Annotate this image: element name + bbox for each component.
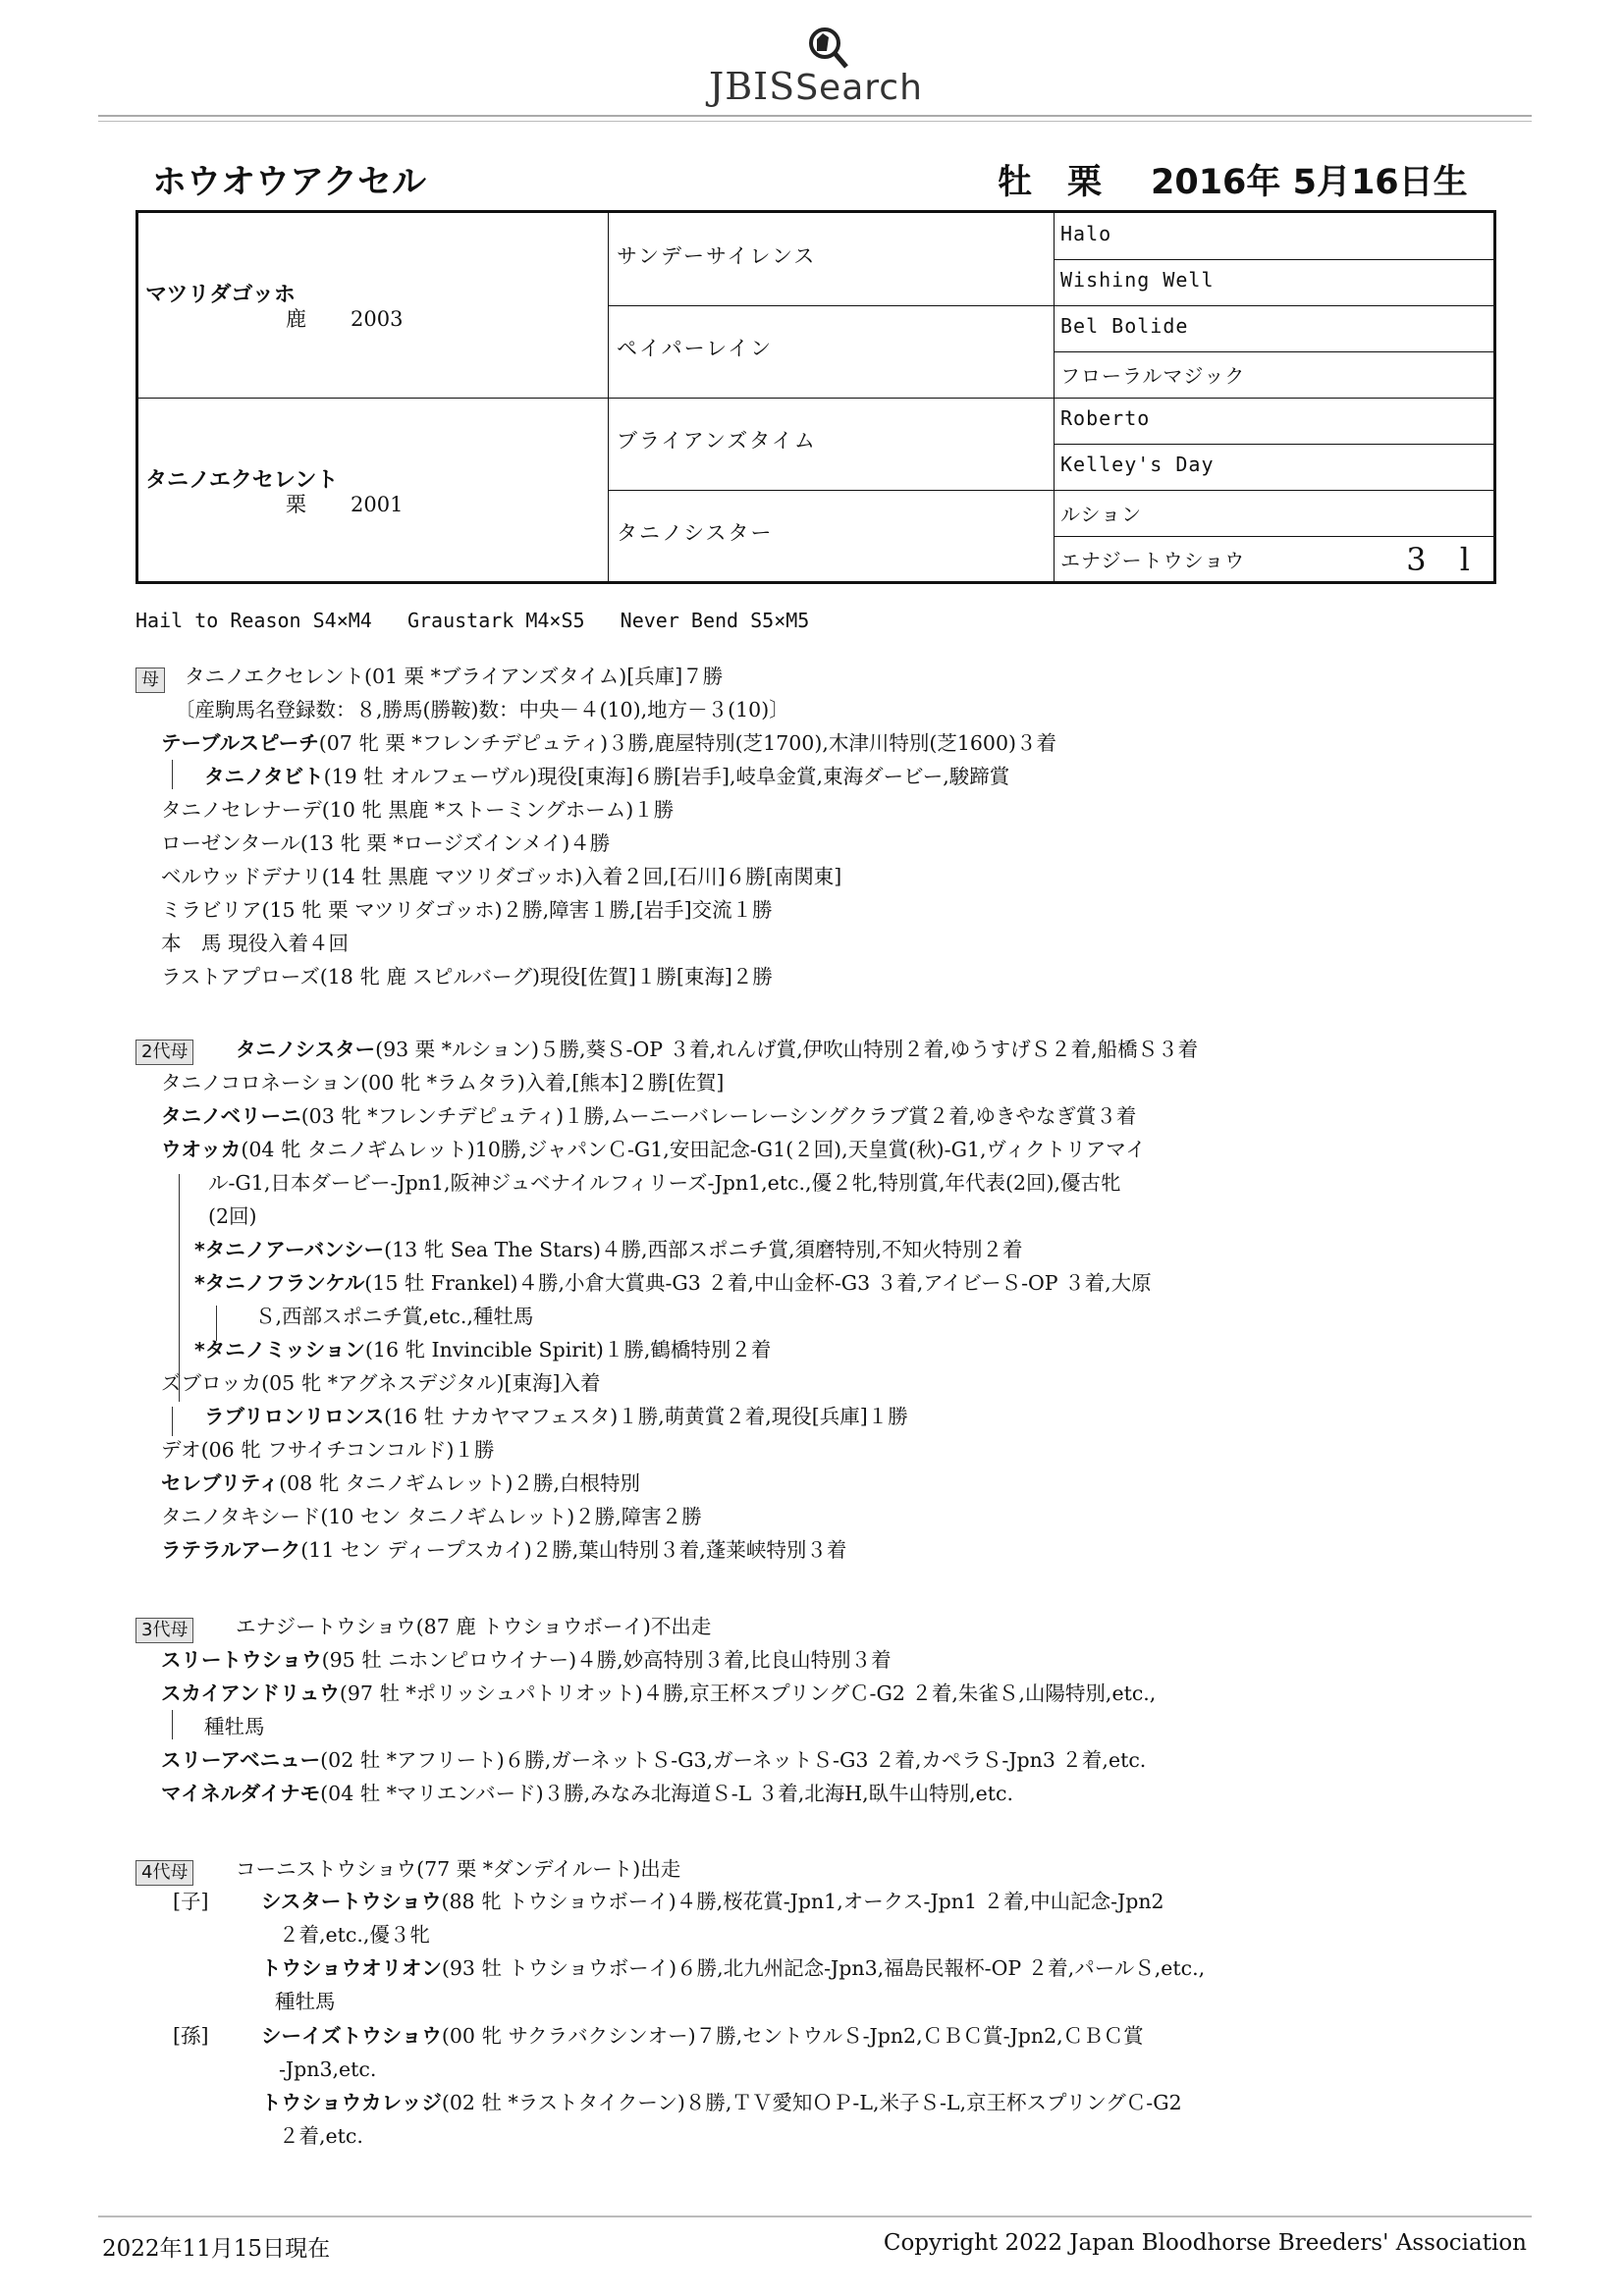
- logo-text-jbis: JBIS: [709, 65, 796, 108]
- family-line: [161, 1643, 892, 1677]
- family-line: [161, 927, 349, 960]
- gen2-name: サンデーサイレンス: [617, 244, 817, 268]
- dam-cell: [138, 398, 608, 582]
- family-line: [161, 860, 841, 893]
- family-line-text: エナジートウショウ(87 鹿 トウショウボーイ)不出走: [236, 1615, 712, 1638]
- family-line: [161, 893, 773, 927]
- family-line-text: 本 馬 現役入着４回: [161, 932, 350, 955]
- family-line-text: タニノセレナーデ(10 牝 黒鹿 *ストーミングホーム)１勝: [161, 798, 675, 822]
- family-line: [161, 1743, 1146, 1777]
- family-line: [194, 1233, 1023, 1266]
- horse-name-bold: テーブルスピーチ: [161, 731, 319, 755]
- horse-sex-color: 牡 栗: [998, 163, 1114, 202]
- family-line: [236, 1852, 680, 1886]
- section-tag-dam: 母: [135, 667, 165, 693]
- family-line-text: (04 牡 *マリエンバード)３勝,みなみ北海道Ｓ-L ３着,北海H,臥牛山特別,etc.: [320, 1782, 1014, 1805]
- jbis-logo: [709, 22, 954, 112]
- family-line: [194, 1266, 1152, 1300]
- family-line-text: (15 牡 Frankel)４勝,小倉大賞典-G3 ２着,中山金杯-G3 ３着,アイビーＳ-OP ３着,大原: [364, 1271, 1152, 1295]
- family-line: [161, 1366, 601, 1400]
- family-line-text: (16 牝 Invincible Spirit)１勝,鶴橋特別２着: [364, 1338, 772, 1362]
- family-line: [279, 2053, 376, 2086]
- family-line-text: 種牡馬: [275, 1990, 336, 2013]
- horse-name-bold: ラテラルアーク: [161, 1538, 301, 1562]
- gen3-cell: [1055, 351, 1493, 399]
- family-line-text: ミラビリア(15 牝 栗 マツリダゴッホ)２勝,障害１勝,[岩手]交流１勝: [161, 898, 773, 922]
- family-line-text: (13 牝 Sea The Stars)４勝,西部スポニチ賞,須磨特別,不知火特別２着: [384, 1238, 1023, 1261]
- family-line-text: (19 牡 オルフェーヴル)現役[東海]６勝[岩手],岐阜金賞,東海ダービー,駿蹄賞: [323, 765, 1010, 788]
- horse-name-bold: ウオッカ: [161, 1138, 242, 1161]
- family-line: [236, 1033, 1198, 1066]
- family-line: [275, 1985, 336, 2018]
- gen3-cell: [1055, 490, 1493, 537]
- tree-bar: [179, 1174, 180, 1402]
- dam-name: タニノエクセレント: [145, 468, 339, 493]
- family-line-text: タニノコロネーション(00 牝 *ラムタラ)入着,[熊本]２勝[佐賀]: [161, 1071, 725, 1095]
- family-line-text: -Jpn3,etc.: [279, 2057, 377, 2081]
- horse-name-bold: スカイアンドリュウ: [161, 1682, 340, 1705]
- header-rule: [98, 115, 1532, 117]
- family-line-text: (88 牝 トウショウボーイ)４勝,桜花賞-Jpn1,オークス-Jpn1 ２着,中山記念-Jpn2: [441, 1890, 1164, 1913]
- family-line: [161, 1099, 1136, 1133]
- family-line-text: ２着,etc.,優３牝: [279, 1923, 430, 1947]
- family-line-text: (2回): [208, 1204, 257, 1228]
- gen3-name: Bel Bolide: [1060, 314, 1189, 338]
- footer-rule: [98, 2216, 1532, 2217]
- sire-year: 2003: [351, 307, 404, 331]
- family-line: [255, 1300, 533, 1333]
- label-grandchild: [孫]: [173, 2024, 209, 2048]
- horse-name-bold: *タニノアーバンシー: [194, 1238, 385, 1261]
- section-tag-3rd-dam: 3代母: [135, 1618, 193, 1643]
- family-line: [161, 1133, 1146, 1166]
- family-number: 3 l: [1406, 541, 1482, 578]
- sire-cell: [138, 213, 608, 398]
- family-line: [279, 2119, 363, 2153]
- family-line-text: (04 牝 タニノギムレット)10勝,ジャパンＣ-G1,安田記念-G1(２回),天皇賞(秋)-G1,ヴィクトリアマイ: [241, 1138, 1146, 1161]
- family-line: [208, 1200, 257, 1233]
- horse-name-bold: タニノタビト: [204, 765, 324, 788]
- family-line-text: (95 牡 ニホンピロウイナー)４勝,妙高特別３着,比良山特別３着: [321, 1648, 892, 1672]
- family-line-text: 〔産駒馬名登録数：８,勝馬(勝鞍)数：中央－４(10),地方－３(10)〕: [175, 698, 789, 721]
- family-line-text: (03 牝 *フレンチデピュティ)１勝,ムーニーバレーレーシングクラブ賞２着,ゆきやなぎ賞３着: [300, 1104, 1137, 1128]
- horse-name-bold: マイネルダイナモ: [161, 1782, 321, 1805]
- sire-name: マツリダゴッホ: [145, 283, 296, 307]
- family-line-text: ローゼンタール(13 牝 栗 *ロージズインメイ)４勝: [161, 831, 611, 855]
- gen3-name: フローラルマジック: [1060, 364, 1246, 388]
- family-line: [261, 2086, 1182, 2119]
- tree-bar: [172, 1710, 173, 1739]
- label-child: [子]: [173, 1890, 209, 1913]
- family-line-text: (07 牝 栗 *フレンチデピュティ)３勝,鹿屋特別(芝1700),木津川特別(芝1600)３着: [318, 731, 1057, 755]
- horse-name-bold: トウショウカレッジ: [261, 2091, 442, 2114]
- tree-bar: [172, 760, 173, 789]
- family-line: [204, 1710, 265, 1743]
- family-line-text: デオ(06 牝 フサイチコンコルド)１勝: [161, 1438, 495, 1462]
- sire-color: 鹿: [286, 307, 306, 331]
- horse-name-bold: タニノベリーニ: [161, 1104, 301, 1128]
- family-line-text: (02 牡 *アフリート)６勝,ガーネットＳ-G3,ガーネットＳ-G3 ２着,カペラＳ-Jpn3 ２着,etc.: [320, 1748, 1147, 1772]
- horse-name-bold: *タニノフランケル: [194, 1271, 365, 1295]
- horse-name-bold: スリーアベニュー: [161, 1748, 321, 1772]
- family-line: [161, 1677, 1156, 1710]
- family-line: [161, 1066, 724, 1099]
- family-line: [161, 827, 610, 860]
- pedigree-parents: [138, 213, 609, 581]
- family-line: [208, 1166, 1121, 1200]
- horse-magnifier-icon: [787, 22, 856, 71]
- family-line-text: ル-G1,日本ダービー-Jpn1,阪神ジュベナイルフィリーズ-Jpn1,etc.,優２牝,特別賞,年代表(2回),優古牝: [208, 1171, 1121, 1195]
- horse-name-bold: セレブリティ: [161, 1471, 280, 1495]
- gen3-cell: [1055, 213, 1493, 260]
- family-line: [175, 693, 789, 726]
- family-line: [261, 1885, 1164, 1918]
- gen3-name: Roberto: [1060, 406, 1151, 430]
- family-line-text: Ｓ,西部スポニチ賞,etc.,種牡馬: [255, 1305, 534, 1328]
- family-line-text: (93 栗 *ルション)５勝,葵Ｓ-OP ３着,れんげ賞,伊吹山特別２着,ゆうすげＳ２着,船橋Ｓ３着: [375, 1038, 1199, 1061]
- family-line-text: (11 セン ディープスカイ)２勝,葉山特別３着,蓬莱峡特別３着: [300, 1538, 847, 1562]
- gen2-name: ペイパーレイン: [617, 337, 774, 360]
- inbreeding-note: Hail to Reason S4×M4 Graustark M4×S5 Never Bend S5×M5: [135, 609, 810, 632]
- family-line: [204, 1400, 908, 1433]
- header-rule-thin: [98, 121, 1532, 122]
- gen3-cell: [1055, 536, 1493, 581]
- gen3-name: エナジートウショウ: [1060, 549, 1246, 572]
- gen3-cell: [1055, 259, 1493, 306]
- pedigree-table: [135, 210, 1496, 584]
- family-line: [161, 960, 773, 993]
- horse-name-bold: シーイズトウショウ: [261, 2024, 442, 2048]
- horse-name-bold: シスタートウショウ: [261, 1890, 442, 1913]
- horse-name: ホウオウアクセル: [152, 163, 426, 202]
- horse-name-bold: タニノシスター: [236, 1038, 376, 1061]
- gen3-name: Kelley's Day: [1060, 453, 1215, 476]
- family-line-text: ベルウッドデナリ(14 牡 黒鹿 マツリダゴッホ)入着２回,[石川]６勝[南関東]: [161, 865, 842, 888]
- family-line-text: (16 牡 ナカヤマフェスタ)１勝,萌黄賞２着,現役[兵庫]１勝: [384, 1405, 908, 1428]
- gen2-cell: [609, 490, 1054, 581]
- footer-copyright: Copyright 2022 Japan Bloodhorse Breeders' Association: [883, 2230, 1527, 2256]
- family-line: [161, 1433, 494, 1467]
- family-line: [161, 793, 674, 827]
- family-line-text: ズブロッカ(05 牝 *アグネスデジタル)[東海]入着: [161, 1371, 601, 1395]
- family-line-text: ラストアプローズ(18 牝 鹿 スピルバーグ)現役[佐賀]１勝[東海]２勝: [161, 965, 773, 988]
- family-line: [161, 1467, 640, 1500]
- family-line: [194, 1333, 771, 1366]
- family-line: [161, 726, 1056, 760]
- gen2-name: ブライアンズタイム: [617, 429, 817, 453]
- horse-name-bold: スリートウショウ: [161, 1648, 322, 1672]
- gen3-cell: [1055, 305, 1493, 352]
- gen2-cell: [609, 398, 1054, 491]
- family-line: [236, 1610, 711, 1643]
- family-line: [161, 1777, 1013, 1810]
- family-line: [279, 1918, 430, 1951]
- horse-birthdate: 2016年 5月16日生: [1151, 163, 1468, 202]
- section-tag-2nd-dam: 2代母: [135, 1040, 193, 1065]
- tree-bar: [172, 1407, 173, 1436]
- family-line: [261, 2019, 1144, 2053]
- dam-color: 栗: [286, 493, 306, 516]
- pedigree-gen3: [1055, 213, 1493, 581]
- family-line-text: (00 牝 サクラバクシンオー)７勝,セントウルＳ-Jpn2,ＣＢＣ賞-Jpn2,ＣＢＣ賞: [441, 2024, 1144, 2048]
- family-line-text: (08 牝 タニノギムレット)２勝,白根特別: [279, 1471, 641, 1495]
- section-tag-4th-dam: 4代母: [135, 1860, 193, 1886]
- gen3-name: Wishing Well: [1060, 268, 1215, 292]
- gen3-name: ルション: [1060, 503, 1143, 526]
- horse-name-bold: トウショウオリオン: [261, 1956, 442, 1980]
- family-line: [185, 660, 723, 693]
- logo-text-search: Search: [795, 68, 923, 108]
- family-line: [161, 1500, 702, 1533]
- footer-date: 2022年11月15日現在: [102, 2236, 331, 2262]
- gen3-name: Halo: [1060, 222, 1112, 245]
- family-line-text: (97 牡 *ポリッシュパトリオット)４勝,京王杯スプリングＣ-G2 ２着,朱雀Ｓ,山陽特別,etc.,: [339, 1682, 1157, 1705]
- gen3-cell: [1055, 444, 1493, 491]
- family-line-text: (02 牡 *ラストタイクーン)８勝,ＴＶ愛知ＯＰ-L,米子Ｓ-L,京王杯スプリングＣ-G2: [441, 2091, 1182, 2114]
- family-line-text: ２着,etc.: [279, 2124, 363, 2148]
- gen2-cell: [609, 213, 1054, 306]
- pedigree-gen2: [609, 213, 1055, 581]
- family-line-text: タニノタキシード(10 セン タニノギムレット)２勝,障害２勝: [161, 1505, 702, 1528]
- family-line-text: 種牡馬: [204, 1715, 265, 1738]
- horse-name-bold: ラブリロンリロンス: [204, 1405, 385, 1428]
- dam-year: 2001: [351, 493, 404, 516]
- tree-bar: [216, 1306, 217, 1341]
- family-line: [204, 760, 1009, 793]
- gen2-cell: [609, 305, 1054, 399]
- gen3-cell: [1055, 398, 1493, 445]
- gen2-name: タニノシスター: [617, 521, 774, 545]
- family-line-text: コーニストウショウ(77 栗 *ダンデイルート)出走: [236, 1857, 681, 1881]
- family-line: [161, 1533, 846, 1567]
- family-line-text: タニノエクセレント(01 栗 *ブライアンズタイム)[兵庫]７勝: [185, 665, 724, 688]
- family-line: [261, 1951, 1205, 1985]
- horse-name-bold: *タニノミッション: [194, 1338, 365, 1362]
- family-line-text: (93 牡 トウショウボーイ)６勝,北九州記念-Jpn3,福島民報杯-OP ２着,パールＳ,etc.,: [441, 1956, 1206, 1980]
